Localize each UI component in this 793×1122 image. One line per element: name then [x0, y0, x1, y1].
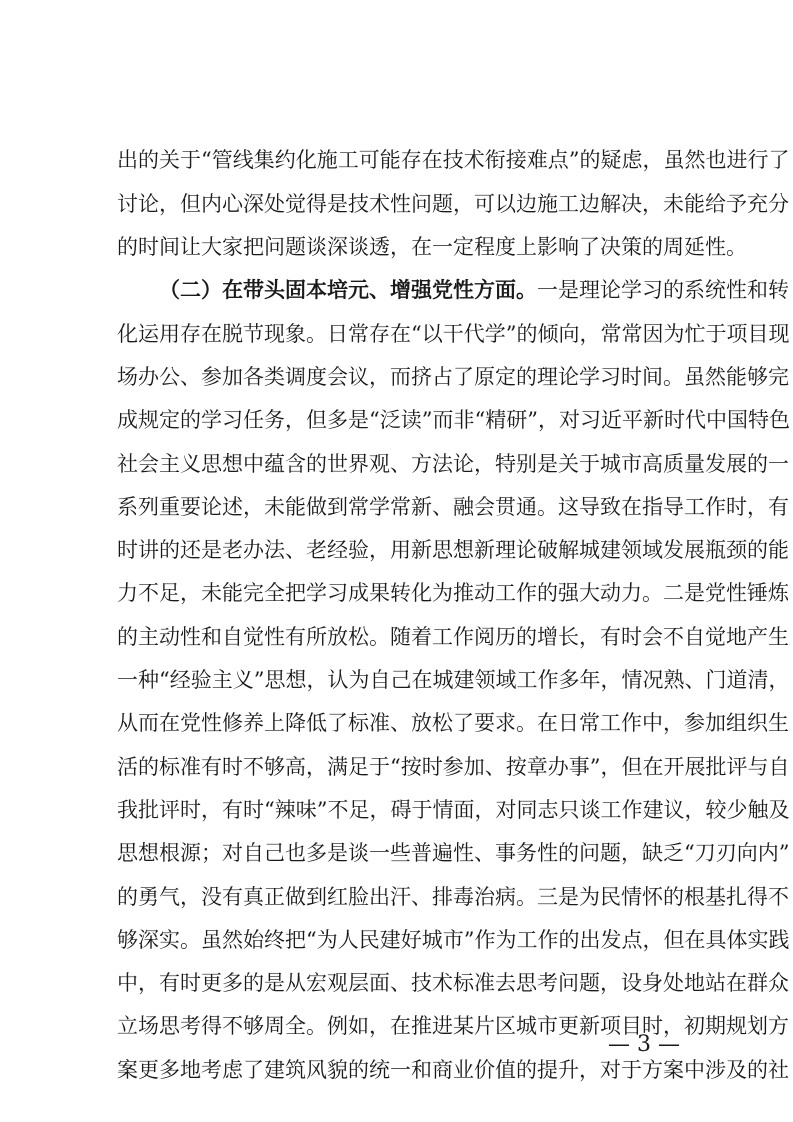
body-text-line: 够深实。虽然始终把“为人民建好城市”作为工作的出发点，但在具体实践 [117, 928, 790, 952]
section-heading: （二）在带头固本培元、增强党性方面。 [159, 277, 537, 302]
body-text-line: 立场思考得不够周全。例如，在推进某片区城市更新项目时，初期规划方 [117, 1014, 789, 1038]
body-text-line: 从而在党性修养上降低了标准、放松了要求。在日常工作中，参加组织生 [117, 711, 789, 735]
body-text-line: 时讲的还是老办法、老经验，用新思想新理论破解城建领域发展瓶颈的能 [117, 538, 789, 562]
body-text-line: 的主动性和自觉性有所放松。随着工作阅历的增长，有时会不自觉地产生 [117, 625, 789, 649]
body-text-line: 的勇气，没有真正做到红脸出汗、排毒治病。三是为民情怀的根基扎得不 [117, 885, 789, 909]
body-text-line: 我批评时，有时“辣味”不足，碍于情面，对同志只谈工作建议，较少触及 [117, 798, 790, 822]
body-text-line: 的时间让大家把问题谈深谈透，在一定程度上影响了决策的周延性。 [117, 235, 747, 259]
body-text-line: 成规定的学习任务，但多是“泛读”而非“精研”，对习近平新时代中国特色 [117, 408, 790, 432]
body-text-line: 社会主义思想中蕴含的世界观、方法论，特别是关于城市高质量发展的一 [117, 452, 789, 476]
body-text-run: 一是理论学习的系统性和转 [537, 278, 789, 302]
body-text-line: 场办公、参加各类调度会议，而挤占了原定的理论学习时间。虽然能够完 [117, 365, 789, 389]
body-text-line: 出的关于“管线集约化施工可能存在技术衔接难点”的疑虑，虽然也进行了 [117, 148, 790, 172]
body-text-line: 思想根源；对自己也多是谈一些普遍性、事务性的问题，缺乏“刀刃向内” [117, 841, 790, 865]
body-text-line: 一种“经验主义”思想，认为自己在城建领域工作多年，情况熟、门道清， [117, 668, 790, 692]
page-number: — 3 — [608, 1032, 680, 1057]
body-text-line: 讨论，但内心深处觉得是技术性问题，可以边施工边解决，未能给予充分 [117, 192, 789, 216]
body-text-line: 系列重要论述，未能做到常学常新、融会贯通。这导致在指导工作时，有 [117, 495, 789, 519]
body-text-line: 化运用存在脱节现象。日常存在“以干代学”的倾向，常常因为忙于项目现 [117, 322, 790, 346]
section-heading-line [159, 272, 789, 308]
body-text-line: 活的标准有时不够高，满足于“按时参加、按章办事”，但在开展批评与自 [117, 755, 790, 779]
body-text-line: 中，有时更多的是从宏观层面、技术标准去思考问题，设身处地站在群众 [117, 971, 789, 995]
body-text-line: 案更多地考虑了建筑风貌的统一和商业价值的提升，对于方案中涉及的社 [117, 1058, 789, 1082]
body-text-line: 力不足，未能完全把学习成果转化为推动工作的强大动力。二是党性锤炼 [117, 581, 789, 605]
